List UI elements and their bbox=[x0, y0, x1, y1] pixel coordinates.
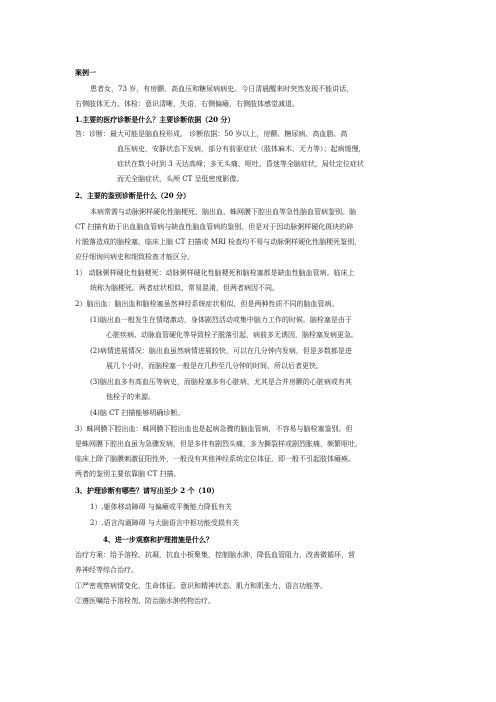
paragraph-2-line-2: CT 扫描有助于出血脑血管病与缺血性脑血管病的鉴别。但是对于因动脉粥样硬化斑块的碎 bbox=[75, 223, 354, 231]
plan-line-1: 治疗方案：给予溶栓、抗凝，抗血小板聚集，控制脑水肿，降低血管阻力，改善微循环，营 bbox=[75, 551, 355, 559]
sub-item-line-3: (2)病情进展情况：脑出血虽然病情进展较快，可以在几分钟内发病，但是多数都是进 bbox=[90, 347, 352, 355]
sub-item-line-1: (1)脑出血一般发生在情绪激动，身体剧烈活动或集中脑力工作的时候。脑栓塞是由于 bbox=[90, 316, 352, 324]
sub-item-line-6: 他栓子的来源。 bbox=[106, 393, 155, 401]
nursing-diagnosis-2: 2）.语言沟通障碍 与大脑语言中枢功能受损有关 bbox=[90, 519, 239, 527]
answer-1-line-1: 答：诊断：最大可能是脑血栓形成。 诊断依据：50 岁以上，房颤、糖尿病、高血脂、高 bbox=[75, 130, 348, 138]
nursing-diagnosis-1: 1）.躯体移动障碍 与偏瘫或平衡能力降低有关 bbox=[90, 503, 232, 511]
answer-1-line-4: 而无全脑症状，头颅 CT 呈低密度影像。 bbox=[117, 175, 244, 183]
item-1-line-1: 1） 动脉粥样硬化性脑梗死：动脉粥样硬化性脑梗死和脑栓塞都是缺血性脑血管病。临床上 bbox=[75, 269, 355, 277]
plan-line-2: 养神经等综合治疗。 bbox=[75, 566, 138, 574]
case-line-2: 右侧肢体无力。体检：意识清晰，失语，右侧偏瘫，右侧肢体感觉减退。 bbox=[75, 100, 299, 108]
item-3-line-3: 临床上除了脑膜刺激征阳性外，一般没有其他神经系统定位体征，即一般不引起肢体瘫痪。 bbox=[75, 455, 355, 463]
question-1-heading: 1.主要的医疗诊断是什么？主要诊断依据（20 分） bbox=[75, 115, 235, 124]
sub-item-line-2: 心脏疾病、动脉血管硬化等导致栓子脱落引起，病前多无诱因，脑栓塞发病更急。 bbox=[106, 331, 358, 339]
question-3-heading: 3、护理诊断有哪些？请写出至少 2 个（10） bbox=[75, 486, 219, 495]
case-title: 案例一 bbox=[75, 68, 96, 77]
case-line-1: 患者女，73 岁，有房颤、高血压和糖尿病病史。今日清晨醒来时突然发现不能讲话， bbox=[90, 85, 354, 93]
paragraph-2-line-3: 片脱落造成的脑栓塞，临床上脑 CT 扫描或 MRI 检查均不易与动脉粥样硬化性脑梗死鉴别， bbox=[75, 238, 362, 246]
item-1-line-2: 统称为脑梗死。两者症状相似，常易混淆，但两者病因不同。 bbox=[90, 284, 279, 292]
item-3-line-2: 是蛛网膜下腔出血虽为急骤发病，但是多伴有剧烈头痛，多为撕裂样或剧烈胀痛，频繁呕吐， bbox=[75, 440, 362, 448]
item-3-line-4: 两者的鉴别主要依靠脑 CT 扫描。 bbox=[75, 470, 181, 478]
answer-1-line-2: 血压病史，安静状态下发病，部分有前驱症状（肢体麻木、无力等）；起病缓慢， bbox=[117, 145, 366, 153]
answer-1-line-3: 症状在数小时到 3 天达高峰；多无头痛、呕吐、昏迷等全脑症状，局灶定位症状 bbox=[117, 160, 364, 168]
plan-line-3: ①严密观察病情变化，生命体征、意识和精神状态、肌力和肌张力、语言功能等。 bbox=[75, 582, 327, 590]
item-2-line: 2）脑出血：脑出血和脑栓塞虽然神经系统症状相似，但是两种性质不同的脑血管病。 bbox=[75, 300, 339, 308]
plan-line-4: ②遵医嘱给予溶栓剂、防治脑水肿药物治疗。 bbox=[75, 597, 215, 605]
sub-item-line-5: (3)脑出血多有高血压等病史，而脑栓塞多有心脏病，尤其是合并房颤的心脏病或有其 bbox=[90, 378, 352, 386]
question-2-heading: 2、主要的鉴别诊断是什么（20 分） bbox=[75, 191, 191, 200]
sub-item-line-7: (4)脑 CT 扫描能够明确诊断。 bbox=[90, 409, 185, 417]
item-3-line-1: 3）蛛网膜下腔出血：蛛网膜下腔出血也是起病急骤的脑血管病，不容易与脑栓塞鉴别。但 bbox=[75, 425, 353, 433]
sub-item-line-4: 展几个小时，而脑栓塞一般是在几秒至几分钟的时间，所以后者更快。 bbox=[106, 362, 323, 370]
question-4-heading: 4、进一步观察和护理措施是什么？ bbox=[103, 535, 213, 544]
paragraph-2-line-4: 应仔细询问病史和细致检查才能区分。 bbox=[75, 253, 194, 261]
paragraph-2-line-1: 本病常需与动脉粥样硬化性脑梗死、脑出血、蛛网膜下腔出血等急性脑血管病鉴别。脑 bbox=[90, 208, 356, 216]
